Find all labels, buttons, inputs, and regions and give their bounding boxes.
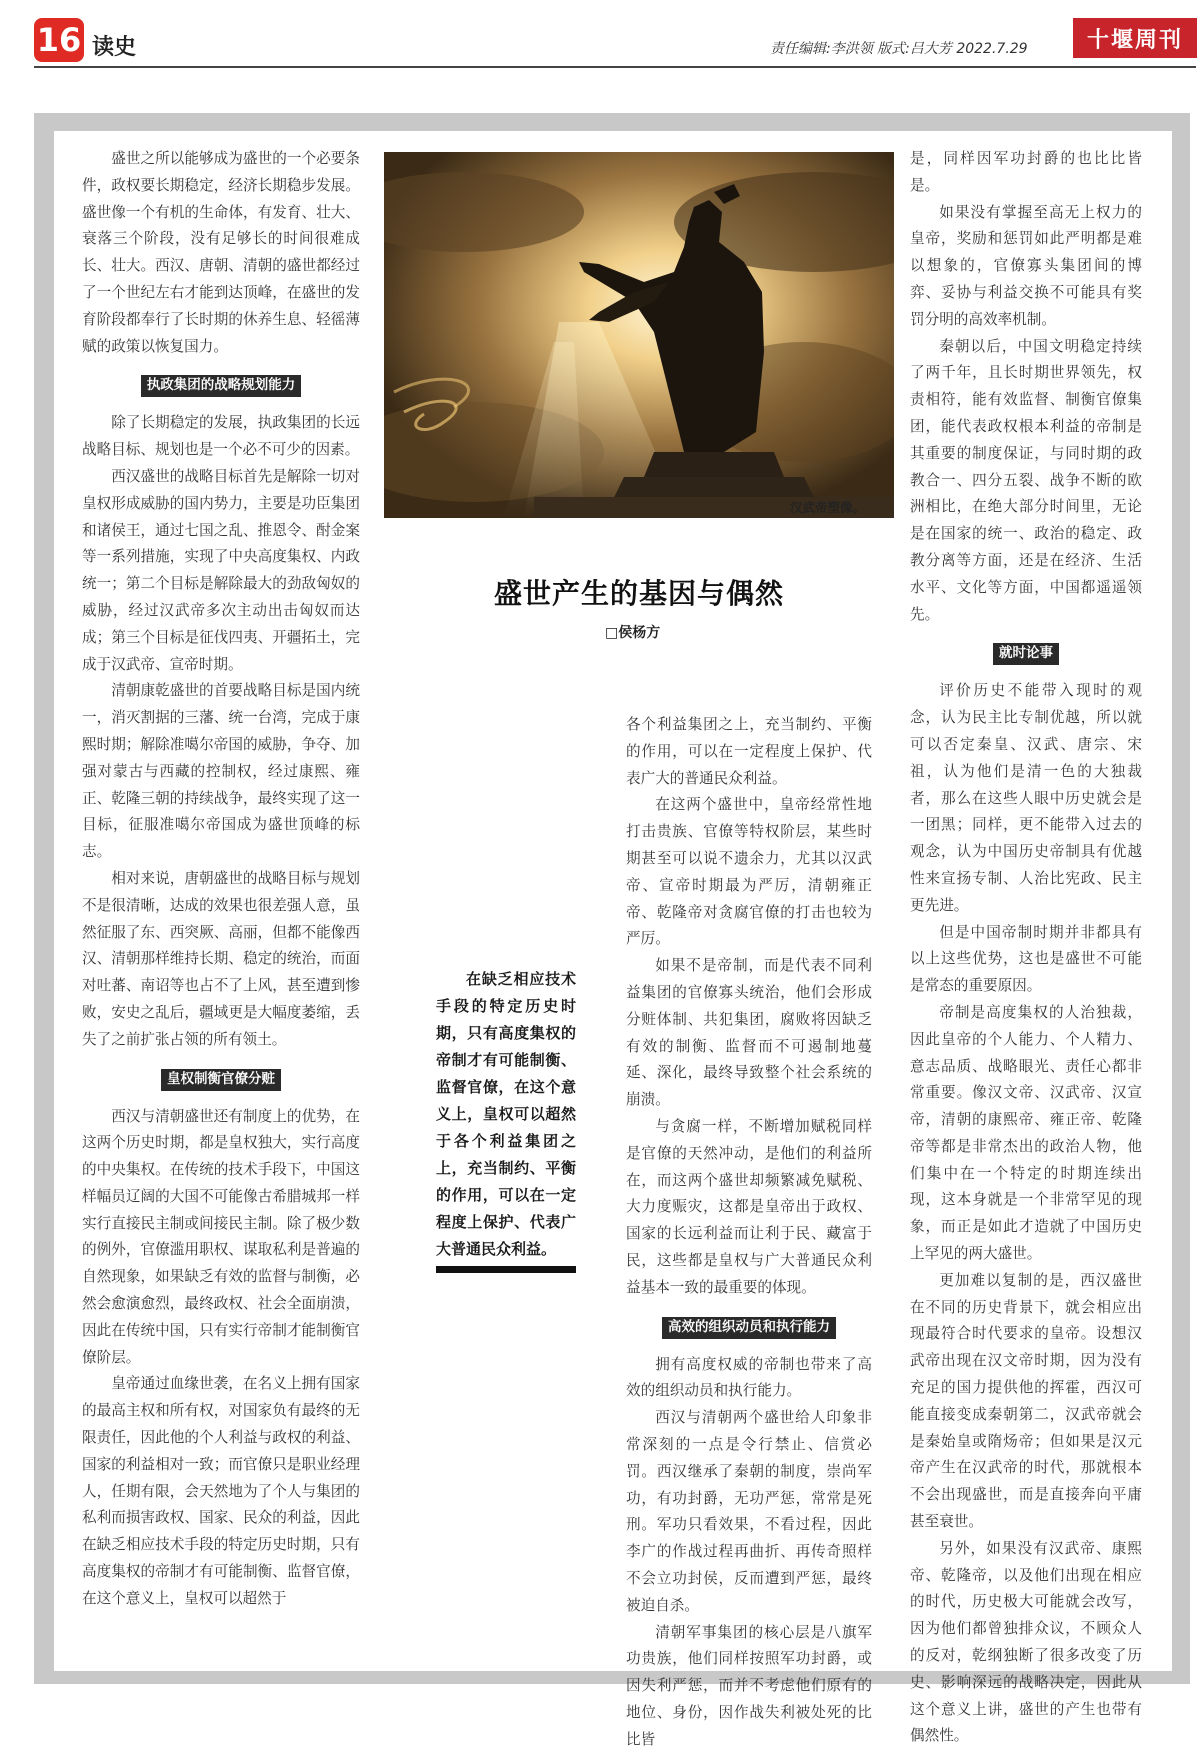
paragraph: 相对来说，唐朝盛世的战略目标与规划不是很清晰，达成的效果也很差强人意，虽然征服了东、西突厥、高丽，但都不能像西汉、清朝那样维持长期、稳定的统治，而面对吐蕃、南诏等也占不了上风，甚至遭到惨败，安史之乱后，疆域更是大幅度萎缩，丢失了之前扩张占领的所有领土。 (82, 866, 360, 1054)
column-3 (626, 712, 872, 1753)
section-name: 读史 (92, 30, 136, 61)
subheading-label: 就时论事 (993, 643, 1059, 665)
paragraph: 皇帝通过血缘世袭，在名义上拥有国家的最高主权和所有权，对国家负有最终的无限责任，因此他的个人利益与政权的利益、国家的利益相对一致；而官僚只是职业经理人，任期有限，会天然地为了个人与集团的私利而损害政权、国家、民众的利益，因此在缺乏相应技术手段的特定历史时期，只有高度集权的帝制才有可能制衡、监督官僚，在这个意义上，皇权可以超然于 (82, 1371, 360, 1612)
paragraph: 清朝军事集团的核心层是八旗军功贵族，他们同样按照军功封爵，或因失利严惩，而并不考虑他们原有的地位、身份，因作战失利被处死的比比皆 (626, 1620, 872, 1753)
paragraph: 西汉盛世的战略目标首先是解除一切对皇权形成威胁的国内势力，主要是功臣集团和诸侯王，通过七国之乱、推恩令、酎金案等一系列措施，实现了中央高度集权、内政统一；第二个目标是解除最大的劲敌匈奴的威胁，经过汉武帝多次主动出击匈奴而达成；第三个目标是征伐四夷、开疆拓土，完成于汉武帝、宣帝时期。 (82, 464, 360, 678)
paragraph: 西汉与清朝两个盛世给人印象非常深刻的一点是令行禁止、信赏必罚。西汉继承了秦朝的制度，崇尚军功，有功封爵，无功严惩，常常是死刑。军功只看效果，不看过程，因此李广的作战过程再曲折、再传奇照样不会立功封侯，反而遭到严惩，最终被迫自杀。 (626, 1405, 872, 1619)
paragraph: 在这两个盛世中，皇帝经常性地打击贵族、官僚等特权阶层，某些时期甚至可以说不遗余力，尤其以汉武帝、宣帝时期最为严厉，清朝雍正帝、乾隆帝对贪腐官僚的打击也较为严厉。 (626, 792, 872, 953)
subheading (82, 1066, 360, 1092)
subheading (626, 1314, 872, 1340)
page-number: 16 (34, 18, 84, 62)
column-4 (910, 146, 1142, 1750)
column-1 (82, 146, 360, 1613)
article-title: 盛世产生的基因与偶然 (384, 572, 894, 612)
paragraph: 但是中国帝制时期并非都具有以上这些优势，这也是盛世不可能是常态的重要原因。 (910, 920, 1142, 1000)
editor-credits: 责任编辑:李洪领 版式:吕大芳 2022.7.29 (770, 38, 1028, 58)
subheading-label: 高效的组织动员和执行能力 (662, 1317, 836, 1339)
paragraph: 各个利益集团之上，充当制约、平衡的作用，可以在一定程度上保护、代表广大的普通民众利益。 (626, 712, 872, 792)
paragraph: 帝制是高度集权的人治独裁，因此皇帝的个人能力、个人精力、意志品质、战略眼光、责任心都非常重要。像汉文帝、汉武帝、汉宣帝，清朝的康熙帝、雍正帝、乾隆帝等都是非常杰出的政治人物，他们集中在一个特定的时期连续出现，这本身就是一个非常罕见的现象，而正是如此才造就了中国历史上罕见的两大盛世。 (910, 1000, 1142, 1268)
paragraph: 除了长期稳定的发展，执政集团的长远战略目标、规划也是一个必不可少的因素。 (82, 410, 360, 464)
statue-photo-illustration (384, 152, 894, 518)
paragraph: 是，同样因军功封爵的也比比皆是。 (910, 146, 1142, 200)
pull-quote (436, 966, 576, 1263)
subheading-label: 执政集团的战略规划能力 (141, 375, 302, 397)
photo-caption: 汉武帝塑像。 (790, 498, 865, 516)
masthead (0, 0, 1200, 70)
masthead-rule (34, 66, 1196, 68)
subheading (910, 640, 1142, 666)
paragraph: 如果不是帝制，而是代表不同利益集团的官僚寡头统治，他们会形成分赃体制、共犯集团，腐败将因缺乏有效的制衡、监督而不可遏制地蔓延、深化，最终导致整个社会系统的崩溃。 (626, 953, 872, 1114)
paragraph: 拥有高度权威的帝制也带来了高效的组织动员和执行能力。 (626, 1352, 872, 1406)
paragraph: 清朝康乾盛世的首要战略目标是国内统一，消灭割据的三藩、统一台湾，完成于康熙时期；解除准噶尔帝国的威胁，争夺、加强对蒙古与西藏的控制权，经过康熙、雍正、乾隆三朝的持续战争，最终实现了这一目标，征服准噶尔帝国成为盛世顶峰的标志。 (82, 678, 360, 866)
paragraph: 西汉与清朝盛世还有制度上的优势，在这两个历史时期，都是皇权独大，实行高度的中央集权。在传统的技术手段下，中国这样幅员辽阔的大国不可能像古希腊城邦一样实行直接民主制或间接民主制。除了极少数的例外，官僚滥用职权、谋取私利是普遍的自然现象，如果缺乏有效的监督与制衡，必然会愈演愈烈，最终政权、社会全面崩溃，因此在传统中国，只有实行帝制才能制衡官僚阶层。 (82, 1104, 360, 1372)
newspaper-logo: 十堰周刊 (1073, 18, 1197, 58)
article-photo (384, 152, 894, 518)
paragraph: 如果没有掌握至高无上权力的皇帝，奖励和惩罚如此严明都是难以想象的，官僚寡头集团间的博弈、妥协与利益交换不可能具有奖罚分明的高效率机制。 (910, 200, 1142, 334)
subheading-label: 皇权制衡官僚分赃 (161, 1069, 281, 1091)
paragraph: 评价历史不能带入现时的观念，认为民主比专制优越，所以就可以否定秦皇、汉武、唐宗、宋祖，认为他们是清一色的大独裁者，那么在这些人眼中历史就会是一团黑；同样，更不能带入过去的观念，认为中国历史帝制具有优越性来宣扬专制、人治比宪政、民主更先进。 (910, 678, 1142, 919)
paragraph: 另外，如果没有汉武帝、康熙帝、乾隆帝，以及他们出现在相应的时代，历史极大可能就会改写，因为他们都曾独排众议，不顾众人的反对，乾纲独断了很多改变了历史、影响深远的战略决定，因此从这个意义上讲，盛世的产生也带有偶然性。 (910, 1536, 1142, 1750)
pull-quote-text: 在缺乏相应技术手段的特定历史时期，只有高度集权的帝制才有可能制衡、监督官僚，在这个意义上，皇权可以超然于各个利益集团之上，充当制约、平衡的作用，可以在一定程度上保护、代表广大普通民众利益。 (436, 966, 576, 1263)
paragraph: 盛世之所以能够成为盛世的一个必要条件，政权要长期稳定，经济长期稳步发展。盛世像一个有机的生命体，有发育、壮大、衰落三个阶段，没有足够长的时间很难成长、壮大。西汉、唐朝、清朝的盛世都经过了一个世纪左右才能到达顶峰，在盛世的发育阶段都奉行了长时期的休养生息、轻徭薄赋的政策以恢复国力。 (82, 146, 360, 360)
subheading (82, 372, 360, 398)
paragraph: 更加难以复制的是，西汉盛世在不同的历史背景下，就会相应出现最符合时代要求的皇帝。设想汉武帝出现在汉文帝时期，因为没有充足的国力提供他的挥霍，西汉可能直接变成秦朝第二，汉武帝就会是秦始皇或隋炀帝；但如果是汉元帝产生在汉武帝的时代，那就根本不会出现盛世，而是直接奔向平庸甚至衰世。 (910, 1268, 1142, 1536)
pull-quote-rule (436, 1266, 576, 1273)
byline: □侯杨方 (605, 622, 660, 642)
paragraph: 与贪腐一样，不断增加赋税同样是官僚的天然冲动，是他们的利益所在，而这两个盛世却频繁减免赋税、大力度赈灾，这都是皇帝出于政权、国家的长远利益而让利于民、藏富于民，这些都是皇权与广大普通民众利益基本一致的最重要的体现。 (626, 1114, 872, 1302)
paragraph: 秦朝以后，中国文明稳定持续了两千年，且长时期世界领先，权责相符，能有效监督、制衡官僚集团，能代表政权根本利益的帝制是其重要的制度保证，与同时期的政教合一、四分五裂、战争不断的欧洲相比，在绝大部分时间里，无论是在国家的统一、政治的稳定、政教分离等方面，还是在经济、生活水平、文化等方面，中国都遥遥领先。 (910, 334, 1142, 629)
